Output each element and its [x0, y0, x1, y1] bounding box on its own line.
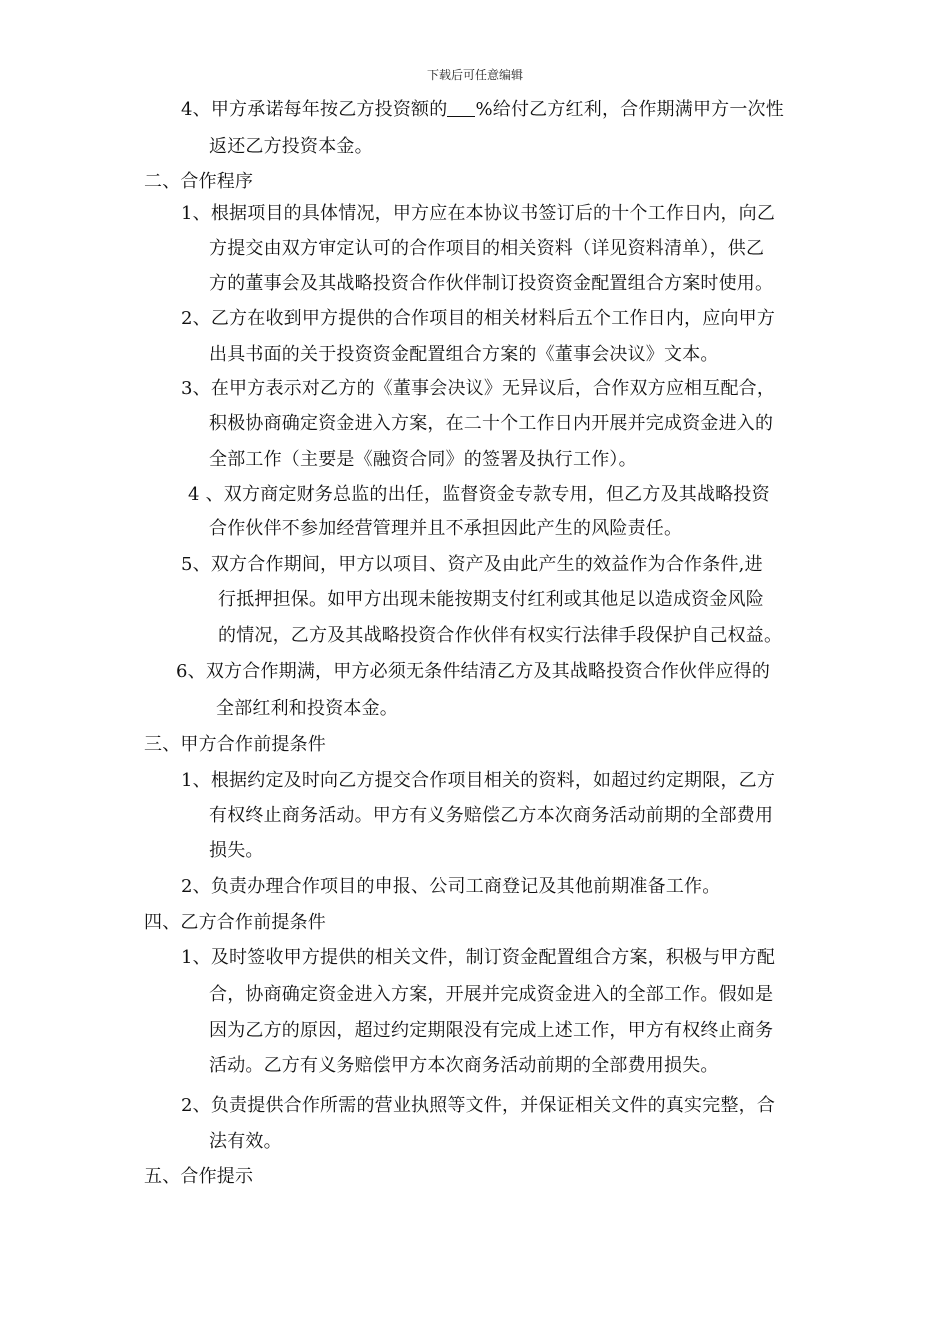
text-line: 1、根据项目的具体情况，甲方应在本协议书签订后的十个工作日内，向乙: [181, 203, 776, 224]
text-line: 的情况，乙方及其战略投资合作伙伴有权实行法律手段保护自己权益。: [218, 625, 783, 646]
text-line: 4 、双方商定财务总监的出任，监督资金专款专用，但乙方及其战略投资: [188, 484, 770, 505]
text-line: 合，协商确定资金进入方案，开展并完成资金进入的全部工作。假如是: [209, 984, 774, 1005]
text-line: 2、乙方在收到甲方提供的合作项目的相关材料后五个工作日内，应向甲方: [181, 308, 776, 329]
section-heading: 五、合作提示: [144, 1166, 254, 1187]
text-line: 5、双方合作期间，甲方以项目、资产及由此产生的效益作为合作条件,进: [181, 554, 763, 575]
text-line: 返还乙方投资本金。: [209, 136, 373, 157]
text-line: 1、及时签收甲方提供的相关文件，制订资金配置组合方案，积极与甲方配: [181, 947, 776, 968]
section-heading: 三、甲方合作前提条件: [144, 734, 326, 755]
text-line: 合作伙伴不参加经营管理并且不承担因此产生的风险责任。: [209, 518, 683, 539]
text-line: 出具书面的关于投资资金配置组合方案的《董事会决议》文本。: [209, 344, 719, 365]
section-heading: 二、合作程序: [144, 171, 254, 192]
text-line: [181, 98, 784, 122]
text-line: 2、负责办理合作项目的申报、公司工商登记及其他前期准备工作。: [181, 876, 721, 897]
text-line: 6、双方合作期满，甲方必须无条件结清乙方及其战略投资合作伙伴应得的: [176, 661, 771, 682]
text-line: 因为乙方的原因，超过约定期限没有完成上述工作，甲方有权终止商务: [209, 1020, 774, 1041]
text-line: 全部红利和投资本金。: [216, 698, 398, 719]
text-line: 方提交由双方审定认可的合作项目的相关资料（详见资料清单），供乙: [209, 238, 765, 259]
text-line: 行抵押担保。如甲方出现未能按期支付红利或其他足以造成资金风险: [218, 589, 764, 610]
text-line: 积极协商确定资金进入方案，在二十个工作日内开展并完成资金进入的: [209, 413, 774, 434]
text-line: 3、在甲方表示对乙方的《董事会决议》无异议后，合作双方应相互配合，: [181, 378, 776, 399]
fill-in-blank: [447, 98, 475, 117]
section-heading: 四、乙方合作前提条件: [144, 912, 326, 933]
text-line: 1、根据约定及时向乙方提交合作项目相关的资料，如超过约定期限，乙方: [181, 770, 776, 791]
page-header: 下载后可任意编辑: [426, 68, 523, 82]
text-segment: %给付乙方红利，合作期满甲方一次性: [475, 99, 784, 120]
text-line: 法有效。: [209, 1131, 282, 1152]
text-line: 2、负责提供合作所需的营业执照等文件，并保证相关文件的真实完整，合: [181, 1095, 776, 1116]
text-segment: 4、甲方承诺每年按乙方投资额的: [181, 99, 448, 120]
text-line: 全部工作（主要是《融资合同》的签署及执行工作）。: [209, 449, 637, 470]
text-line: 方的董事会及其战略投资合作伙伴制订投资资金配置组合方案时使用。: [209, 273, 774, 294]
text-line: 损失。: [209, 840, 264, 861]
text-line: 活动。乙方有义务赔偿甲方本次商务活动前期的全部费用损失。: [209, 1055, 719, 1076]
text-line: 有权终止商务活动。甲方有义务赔偿乙方本次商务活动前期的全部费用: [209, 805, 774, 826]
